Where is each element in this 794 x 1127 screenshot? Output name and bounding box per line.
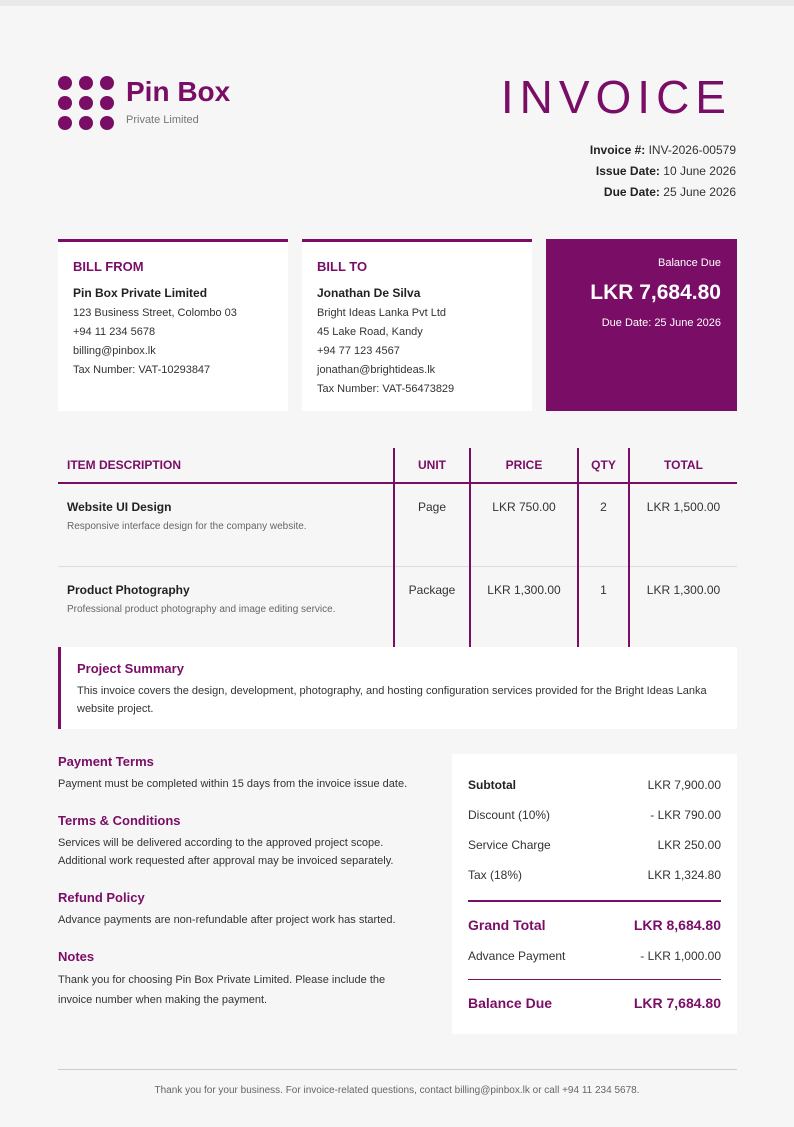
tax-value: LKR 1,324.80	[647, 868, 721, 882]
balance-card-label: Balance Due	[658, 257, 721, 269]
item-qty: 2	[578, 483, 629, 567]
payment-terms-text: Payment must be completed within 15 days from the invoice issue date.	[58, 778, 408, 790]
header-total: TOTAL	[629, 448, 737, 483]
invoice-meta	[590, 140, 736, 203]
item-total: LKR 1,300.00	[629, 567, 737, 651]
item-price: LKR 1,300.00	[470, 567, 578, 651]
notes-line: invoice number when making the payment.	[58, 994, 268, 1006]
grand-total-label: Grand Total	[468, 917, 546, 933]
bill-to-name: Jonathan De Silva	[317, 286, 421, 300]
notes-line: Thank you for choosing Pin Box Private Limited. Please include the	[58, 974, 386, 986]
invoice-page	[0, 6, 794, 1127]
item-unit: Page	[394, 483, 470, 567]
project-summary	[58, 647, 737, 729]
tax-label: Tax (18%)	[468, 868, 523, 882]
brand-name: Pin Box	[126, 76, 231, 107]
item-description: Responsive interface design for the company website.	[67, 521, 307, 532]
bill-to-phone: +94 77 123 4567	[317, 345, 400, 357]
footer-text: Thank you for your business. For invoice-related questions, contact billing@pinbox.lk or call +94 11 234 5678.	[154, 1085, 640, 1096]
issue-date-label: Issue Date:	[595, 164, 660, 178]
bill-from-phone: +94 11 234 5678	[73, 326, 156, 338]
bill-to-address: 45 Lake Road, Kandy	[317, 326, 423, 338]
header-price: PRICE	[470, 448, 578, 483]
payment-terms-title: Payment Terms	[58, 754, 154, 769]
terms-conditions-line: Services will be delivered according to the approved project scope.	[58, 837, 384, 849]
header-item-description: ITEM DESCRIPTION	[58, 448, 394, 483]
bill-from-name: Pin Box Private Limited	[73, 286, 208, 300]
refund-policy-title: Refund Policy	[58, 890, 145, 905]
balance-divider	[468, 979, 721, 980]
table-row	[58, 483, 737, 567]
balance-due-card	[546, 239, 737, 411]
terms-conditions-line: Additional work requested after approval may be invoiced separately.	[58, 855, 394, 867]
item-price: LKR 750.00	[470, 483, 578, 567]
grand-total-row	[468, 917, 721, 933]
bill-from-tax: Tax Number: VAT-10293847	[73, 364, 211, 376]
item-unit: Package	[394, 567, 470, 651]
service-charge-label: Service Charge	[468, 838, 551, 852]
bill-from-title: BILL FROM	[73, 259, 144, 274]
item-total: LKR 1,500.00	[629, 483, 737, 567]
balance-due-label: Balance Due	[468, 995, 553, 1011]
item-cell	[58, 567, 394, 651]
balance-card-amount: LKR 7,684.80	[590, 281, 721, 304]
subtotal-label: Subtotal	[468, 778, 516, 792]
bill-to-email: jonathan@brightideas.lk	[317, 364, 436, 376]
items-table	[58, 448, 737, 651]
invoice-number: INV-2026-00579	[648, 143, 736, 157]
project-summary-text: This invoice covers the design, development, photography, and hosting configuration services provided for the Bright Ideas Lanka website project.	[77, 685, 707, 715]
notes-title: Notes	[58, 949, 95, 964]
totals-box	[452, 754, 737, 1034]
balance-card-due-date: Due Date: 25 June 2026	[601, 317, 721, 329]
balance-due-value: LKR 7,684.80	[633, 995, 721, 1011]
item-name: Website UI Design	[67, 500, 172, 514]
subtotal-row	[468, 778, 721, 792]
invoice-number-label: Invoice #:	[589, 143, 646, 157]
due-date-label: Due Date:	[603, 185, 660, 199]
table-row	[58, 567, 737, 651]
service-charge-value: LKR 250.00	[657, 838, 721, 852]
advance-payment-row	[468, 949, 721, 963]
document-title: INVOICE	[500, 71, 732, 123]
item-name: Product Photography	[67, 583, 190, 597]
discount-row	[468, 808, 721, 822]
terms-column	[58, 754, 428, 1010]
refund-policy-text: Advance payments are non-refundable after project work has started.	[58, 914, 396, 926]
balance-due-row	[468, 995, 721, 1011]
due-date: 25 June 2026	[663, 185, 736, 199]
bill-to-card	[302, 239, 532, 411]
bill-to-title: BILL TO	[317, 259, 368, 274]
brand-subtitle: Private Limited	[126, 114, 199, 126]
service-charge-row	[468, 838, 721, 852]
bill-from-card	[58, 239, 288, 411]
discount-value: - LKR 790.00	[650, 808, 721, 822]
issue-date: 10 June 2026	[663, 164, 736, 178]
discount-label: Discount (10%)	[468, 808, 551, 822]
item-qty: 1	[578, 567, 629, 651]
advance-payment-value: - LKR 1,000.00	[640, 949, 721, 963]
subtotal-value: LKR 7,900.00	[647, 778, 721, 792]
bill-from-address: 123 Business Street, Colombo 03	[73, 307, 237, 319]
header-qty: QTY	[578, 448, 629, 483]
grand-total-value: LKR 8,684.80	[633, 917, 721, 933]
tax-row	[468, 868, 721, 882]
dot-grid-logo-icon	[58, 76, 116, 132]
footer-divider	[58, 1069, 737, 1070]
header-unit: UNIT	[394, 448, 470, 483]
bill-from-email: billing@pinbox.lk	[73, 345, 156, 357]
bill-to-tax: Tax Number: VAT-56473829	[317, 383, 455, 395]
advance-payment-label: Advance Payment	[468, 949, 566, 963]
item-cell	[58, 483, 394, 567]
table-header-row	[58, 448, 737, 483]
grand-total-divider	[468, 900, 721, 902]
item-description: Professional product photography and image editing service.	[67, 604, 336, 615]
bill-to-company: Bright Ideas Lanka Pvt Ltd	[317, 307, 447, 319]
project-summary-title: Project Summary	[77, 661, 184, 676]
terms-conditions-title: Terms & Conditions	[58, 813, 181, 828]
